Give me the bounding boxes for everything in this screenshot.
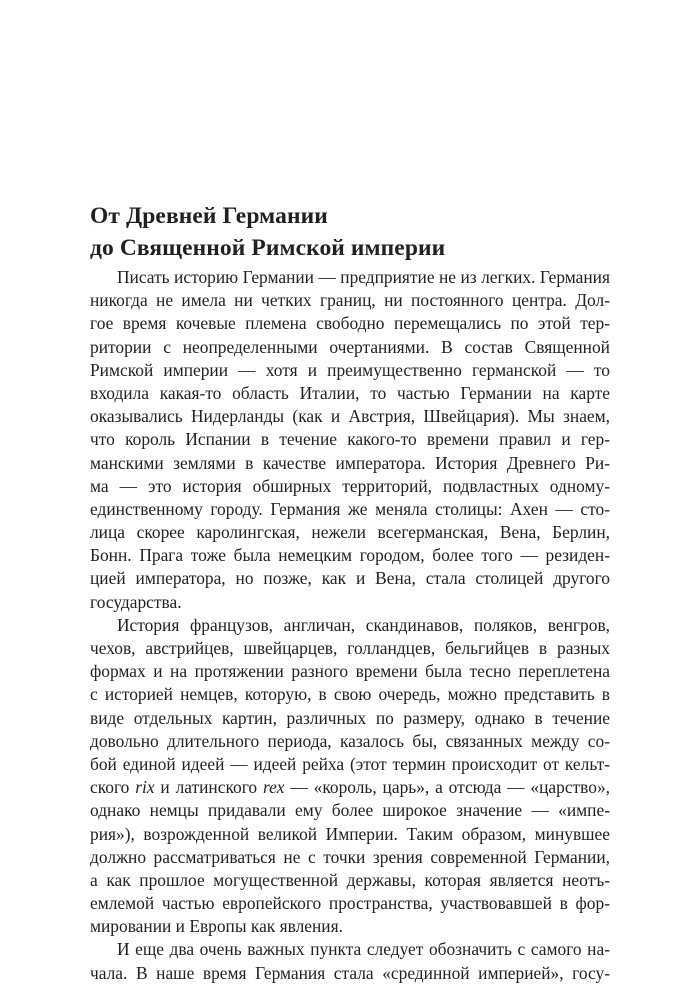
text-fragment: и латинского — [154, 777, 263, 798]
text-line: Писать историю Германии — предприятие не из легких. Германия — [117, 267, 610, 287]
text-line: История французов, англичан, скандинавов, поляков, венгров, — [117, 614, 610, 635]
paragraph-1 — [90, 266, 610, 614]
text-line: гое время кочевые племена свободно перемещались по этой тер- — [90, 313, 610, 334]
text-line: чала. В наше время Германия стала «срединной империей», госу- — [90, 962, 610, 983]
text-line: ма — это история обширных территорий, подвластных одному- — [90, 475, 610, 496]
text-line: должно рассматриваться не с точки зрения современной Германии, — [90, 846, 610, 867]
text-line: И еще два очень важных пункта следует обозначить с самого на- — [117, 939, 610, 960]
text-line: Бонн. Прага тоже была немецким городом, более того — резиден- — [90, 545, 610, 566]
text-line: формах и на протяжении разного времени была тесно переплетена — [90, 661, 610, 682]
text-line: чехов, австрийцев, швейцарцев, голландцев, бельгийцев в разных — [90, 638, 610, 658]
chapter-heading-line-2: до Священной Римской империи — [90, 235, 446, 261]
text-line: довольно длительного периода, казалось бы, связанных между со- — [90, 730, 610, 751]
text-line: мировании и Европы как явления. — [90, 916, 343, 937]
paragraph-2 — [90, 614, 610, 939]
text-line: единственному городу. Германия же меняла столицы: Ахен — сто- — [90, 498, 610, 519]
chapter-heading-line-1: От Древней Германии — [90, 203, 328, 229]
text-line: лица скорее каролингская, нежели всегерманская, Вена, Берлин, — [90, 522, 610, 543]
paragraph-3 — [90, 938, 610, 984]
text-line: оказывались Нидерланды (как и Австрия, Швейцария). Мы знаем, — [90, 406, 610, 427]
text-line: ритории с неопределенными очертаниями. В состав Священной — [90, 336, 610, 357]
text-fragment: — «король, царь», а отсюда — «царство», — [284, 777, 610, 798]
text-line: а как прошлое могущественной державы, которая является неотъ- — [90, 869, 610, 890]
text-line: емлемой частью европейского пространства, участвовавшей в фор- — [90, 893, 610, 914]
text-line: что король Испании в течение какого-то времени правил и гер- — [90, 429, 610, 450]
italic-term-rex: rex — [262, 777, 285, 798]
text-line: цией императора, но позже, как и Вена, стала столицей другого — [90, 568, 610, 589]
chapter-heading — [90, 200, 630, 264]
text-line: бой единой идеей — идеей рейха (этот термин происходит от кельт- — [90, 753, 610, 774]
body-text — [90, 266, 610, 985]
text-line-with-italics — [90, 776, 610, 799]
text-line: манскими землями в качестве императора. История Древнего Ри- — [90, 452, 610, 473]
text-line: государства. — [90, 591, 182, 612]
italic-term-rix: rix — [135, 777, 155, 798]
text-line: Римской империи — хотя и преимущественно германской — то — [90, 359, 610, 380]
text-line: виде отдельных картин, различных по размеру, однако в течение — [90, 707, 610, 728]
text-fragment: ского — [90, 777, 136, 798]
text-line: однако немцы придавали ему более широкое значение — «импе- — [90, 800, 610, 821]
text-line: рия»), возрожденной великой Империи. Таким образом, минувшее — [90, 823, 610, 844]
text-line: никогда не имела ни четких границ, ни постоянного центра. Дол- — [90, 290, 610, 311]
text-line: с историей немцев, которую, в свою очередь, можно представить в — [90, 684, 610, 705]
text-line: входила какая-то область Италии, то частью Германии на карте — [90, 382, 610, 403]
